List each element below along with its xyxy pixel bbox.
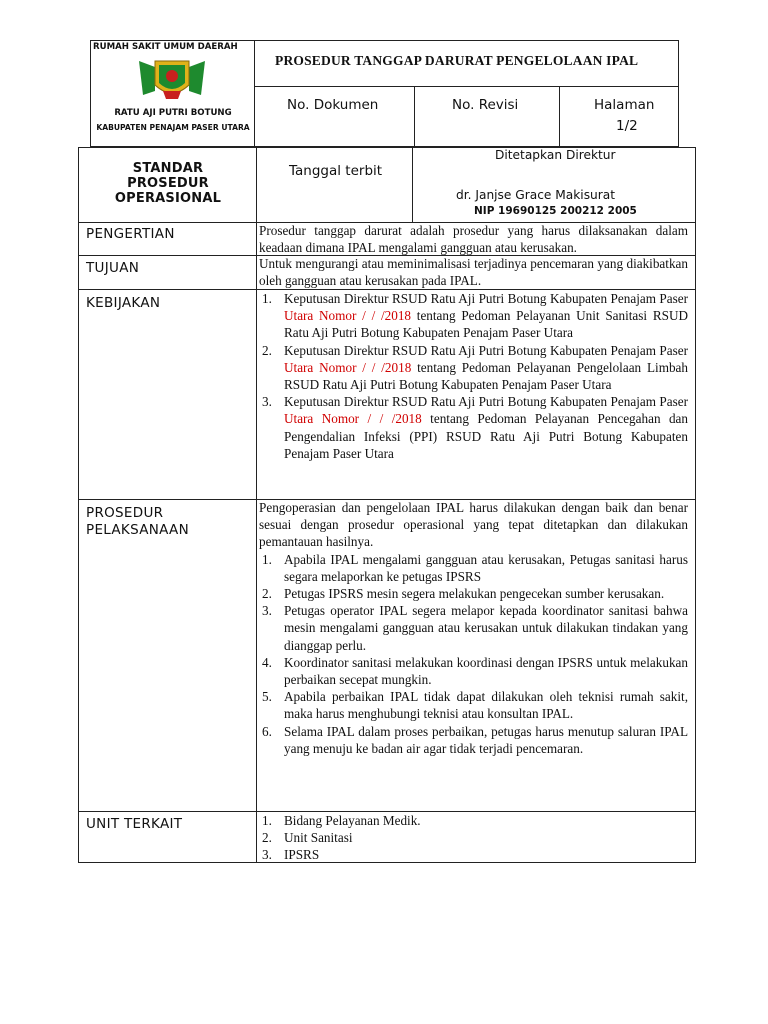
section-label-kebijakan: KEBIJAKAN [86,295,161,311]
section-label-pengertian: PENGERTIAN [86,226,175,242]
document-title-cell [255,41,678,87]
list-number: 6. [262,723,272,739]
prosedur-content [259,499,688,757]
page-number-value: 1/2 [616,118,638,134]
list-item [259,654,688,688]
list-number: 3. [262,847,272,863]
list-number: 2. [262,830,272,846]
director-name: dr. Janjse Grace Makisurat [456,188,616,202]
page-label: Halaman [594,97,655,113]
unit-terkait-list [259,812,688,864]
list-item [259,723,688,757]
list-number: 3. [262,394,272,410]
director-nip: NIP 19690125 200212 2005 [474,205,637,217]
list-text: Apabila IPAL mengalami gangguan atau kerusakan, Petugas sanitasi harus segara melaporkan ke petugas IPSRS [284,551,688,584]
approval-label: Ditetapkan Direktur [495,148,616,162]
list-text: Petugas IPSRS mesin segera melakukan pengecekan sumber kerusakan. [284,586,665,602]
list-text: IPSRS [284,847,320,863]
list-number: 5. [262,689,272,705]
list-text: Koordinator sanitasi melakukan koordinasi dengan IPSRS untuk melakukan perbaikan secepat mungkin. [284,654,688,688]
hospital-crest-icon [133,55,211,103]
decree-number-placeholder: Utara Nomor / / /2018 [284,308,412,324]
sop-title [79,161,257,206]
revision-number-label: No. Revisi [452,97,519,113]
hospital-type-label: RUMAH SAKIT UMUM DAERAH [93,42,238,52]
list-text: Keputusan Direktur RSUD Ratu Aji Putri Botung Kabupaten Penajam Paser [284,394,688,410]
list-item [259,290,688,342]
pengertian-text: Prosedur tanggap darurat adalah prosedur yang harus dilaksanakan dalam keadaan dimana IPAL mengalami gangguan atau kerusakan. [259,223,688,256]
section-label-line: PELAKSANAAN [86,522,189,538]
decree-number-placeholder: Utara Nomor / / /2018 [284,359,412,375]
list-number: 1. [262,551,272,567]
list-number: 1. [262,813,272,828]
list-number: 2. [262,586,272,602]
list-item [259,551,688,585]
tujuan-text: Untuk mengurangi atau meminimalisasi terjadinya pencemaran yang diakibatkan oleh gangguan atau kerusakan pada IPAL. [259,256,688,289]
list-text: Keputusan Direktur RSUD Ratu Aji Putri Botung Kabupaten Penajam Paser [284,342,688,358]
section-label-line: PROSEDUR [86,505,164,521]
document-header [90,40,679,147]
prosedur-intro: Pengoperasian dan pengelolaan IPAL harus dilakukan dengan baik dan benar sesuai dengan prosedur operasional yang tepat ditetapkan dan dilakukan pemantauan hasilnya. [259,500,688,550]
section-label-tujuan: TUJUAN [86,260,140,276]
list-text: Unit Sanitasi [284,830,353,846]
sop-title-line: PROSEDUR [127,176,209,191]
list-text: Keputusan Direktur RSUD Ratu Aji Putri Botung Kabupaten Penajam Paser [284,291,688,306]
sop-table [78,147,696,863]
sop-title-line: STANDAR [132,161,204,176]
document-title: PROSEDUR TANGGAP DARURAT PENGELOLAAN IPAL [275,53,639,68]
list-number: 1. [262,291,272,306]
list-item [259,602,688,654]
list-text: tentang Pedoman Pelayanan Pengelolaan Limbah RSUD Ratu Aji Putri Botung Kabupaten Penajam Paser Utara [284,359,688,393]
issue-date-label: Tanggal terbit [289,163,383,179]
header-column-divider [412,148,413,222]
revision-number-cell [415,87,560,148]
hospital-identity-cell [91,41,255,148]
section-label-prosedur [86,505,189,539]
document-number-cell [255,87,415,148]
sop-title-line: OPERASIONAL [114,191,222,206]
list-item [259,688,688,722]
list-item [259,342,688,394]
list-number: 3. [262,603,272,619]
list-item [259,585,688,602]
list-item [259,393,688,462]
list-text: Apabila perbaikan IPAL tidak dapat dilakukan oleh teknisi rumah sakit, maka harus menghubungi teknisi atau konsultan IPAL. [284,689,688,722]
list-text: tentang Pedoman Pelayanan Unit Sanitasi RSUD Ratu Aji Putri Botung Kabupaten Penajam Paser Utara [284,308,689,341]
hospital-name: RATU AJI PUTRI BOTUNG [114,108,232,118]
document-number-label: No. Dokumen [287,97,379,113]
decree-number-placeholder: Utara Nomor / / /2018 [284,411,422,427]
page-number-cell [560,87,678,148]
list-text: tentang Pedoman Pelayanan Pencegahan dan Pengendalian Infeksi (PPI) RSUD Ratu Aji Putri Botung Kabupaten Penajam Paser Utara [284,411,689,461]
kebijakan-list [259,290,688,462]
hospital-regency: KABUPATEN PENAJAM PASER UTARA [96,123,250,132]
list-text: Selama IPAL dalam proses perbaikan, petugas harus menutup saluran IPAL yang menuju ke badan air agar tidak terjadi pencemaran. [284,723,688,756]
list-item [259,829,688,846]
list-item [259,846,688,863]
list-number: 2. [262,342,272,358]
list-text: Petugas operator IPAL segera melapor kepada koordinator sanitasi bahwa mesin mengalami gangguan atau kerusakan untuk dilakukan tindakan yang dianggap perlu. [284,603,688,653]
list-number: 4. [262,654,272,670]
section-label-unit-terkait: UNIT TERKAIT [86,816,183,832]
list-item [259,812,688,829]
list-text: Bidang Pelayanan Medik. [284,813,421,828]
